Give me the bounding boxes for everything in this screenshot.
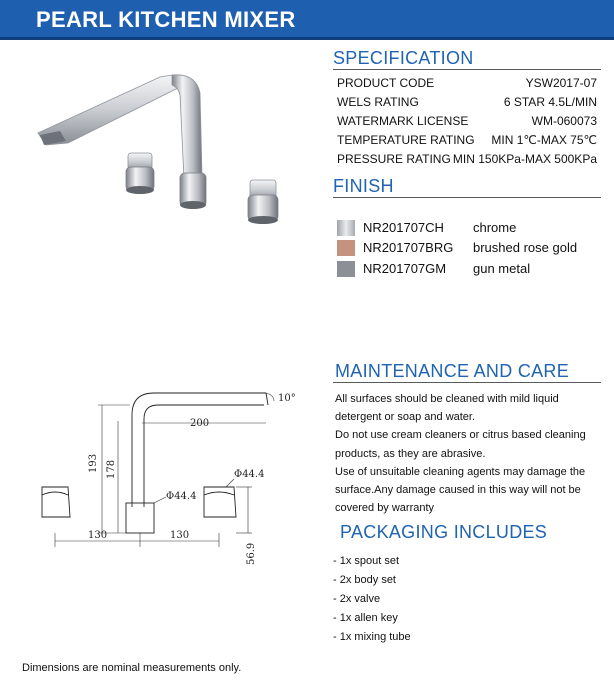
spec-value: 6 STAR 4.5L/MIN bbox=[503, 95, 597, 109]
spec-row-product-code bbox=[337, 76, 597, 94]
spec-row-watermark-license bbox=[337, 114, 597, 132]
spec-value: MIN 150KPa-MAX 500KPa bbox=[452, 152, 597, 166]
dim-diameter-spout: Φ44.4 bbox=[166, 491, 197, 502]
maintenance-line: covered by warranty bbox=[335, 502, 435, 515]
swatch-chrome bbox=[337, 220, 355, 236]
maintenance-rule bbox=[333, 382, 601, 383]
finish-name: brushed rose gold bbox=[473, 240, 578, 255]
spec-label: WATERMARK LICENSE bbox=[337, 114, 469, 128]
packaging-list bbox=[333, 552, 411, 647]
dim-spacing-right: 130 bbox=[170, 530, 190, 541]
swatch-rose-gold bbox=[337, 240, 355, 256]
spec-value: YSW2017-07 bbox=[525, 76, 597, 90]
finish-rule bbox=[333, 197, 601, 198]
finish-name: chrome bbox=[473, 220, 517, 235]
spec-row-pressure-rating bbox=[337, 152, 597, 170]
footer-note: Dimensions are nominal measurements only. bbox=[22, 662, 242, 674]
spec-label: WELS RATING bbox=[337, 95, 419, 109]
maintenance-heading: MAINTENANCE AND CARE bbox=[335, 361, 570, 381]
spec-label: PRODUCT CODE bbox=[337, 76, 435, 90]
product-photo bbox=[20, 55, 320, 270]
dim-height-body: 178 bbox=[106, 459, 117, 479]
spec-value: WM-060073 bbox=[531, 114, 597, 128]
dim-spout-reach: 200 bbox=[190, 418, 210, 429]
packaging-heading: PACKAGING INCLUDES bbox=[340, 522, 548, 542]
packaging-item: - 1x allen key bbox=[333, 612, 398, 624]
dim-height-total: 193 bbox=[88, 453, 99, 473]
packaging-item: - 1x spout set bbox=[333, 555, 400, 567]
packaging-item: - 2x valve bbox=[333, 593, 381, 605]
maintenance-line: products, as they are abrasive. bbox=[335, 447, 486, 460]
maintenance-text bbox=[335, 390, 600, 517]
maintenance-line: Use of unsuitable cleaning agents may damage the bbox=[335, 465, 586, 478]
spec-value: MIN 1℃-MAX 75℃ bbox=[491, 133, 597, 147]
finish-heading: FINISH bbox=[333, 176, 394, 196]
maintenance-line: Do not use cream cleaners or citrus based cleaning bbox=[335, 429, 586, 442]
finish-code: NR201707CH bbox=[363, 220, 444, 235]
spec-label: TEMPERATURE RATING bbox=[337, 133, 475, 147]
dim-spacing-left: 130 bbox=[88, 530, 108, 541]
maintenance-line: surface.Any damage caused in this way will not be bbox=[335, 484, 581, 497]
maintenance-line: All surfaces should be cleaned with mild liquid bbox=[335, 393, 559, 405]
dimension-drawing bbox=[30, 375, 320, 575]
spec-row-wels-rating bbox=[337, 95, 597, 113]
finish-name: gun metal bbox=[473, 261, 531, 276]
page-title: PEARL KITCHEN MIXER bbox=[36, 7, 296, 32]
spec-label: PRESSURE RATING bbox=[337, 152, 451, 166]
maintenance-line: detergent or soap and water. bbox=[335, 411, 476, 424]
specification-rule bbox=[333, 69, 601, 70]
specification-heading: SPECIFICATION bbox=[333, 48, 474, 68]
dim-base-height: 56.9 bbox=[246, 542, 257, 565]
spec-row-temperature-rating bbox=[337, 133, 597, 151]
packaging-item: - 2x body set bbox=[333, 574, 396, 586]
packaging-item: - 1x mixing tube bbox=[333, 631, 411, 643]
title-bar bbox=[0, 0, 614, 40]
dim-diameter-handle: Φ44.4 bbox=[234, 469, 265, 480]
swatch-gun-metal bbox=[337, 261, 355, 277]
dim-angle: 10° bbox=[278, 393, 296, 404]
finish-code: NR201707GM bbox=[363, 261, 447, 276]
finish-code: NR201707BRG bbox=[363, 240, 454, 255]
